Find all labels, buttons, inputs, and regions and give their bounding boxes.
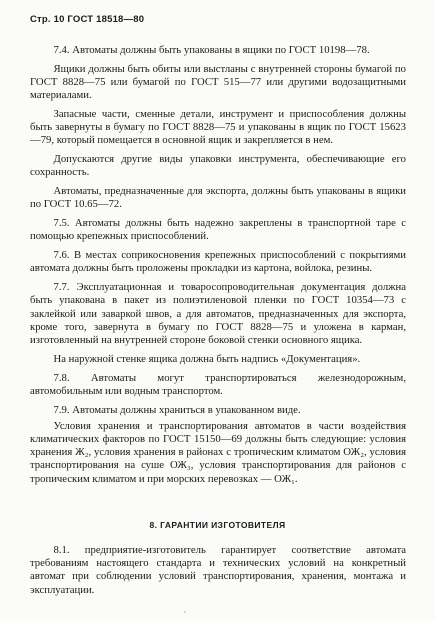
paragraph-storage-conditions: Условия хранения и транспортирования автоматов в части воздействия климатических факторов по ГОСТ 15150—69 должны быть следующие: условия хранения Ж₂, условия хранения в районах с тропическим климатом ОЖ₂, условия транспортирования на суше ОЖ₃, условия транспортирования для районов с тропическим климатом и при морских перевозках — ОЖ₁.: [30, 419, 406, 485]
section-8-title: 8. ГАРАНТИИ ИЗГОТОВИТЕЛЯ: [149, 520, 286, 530]
paragraph-export-packaging: Автоматы, предназначенные для экспорта, должны быть упакованы в ящики по ГОСТ 10.65—72.: [30, 185, 406, 211]
paragraph-other-packaging: Допускаются другие виды упаковки инструмента, обеспечивающие его сохранность.: [30, 153, 406, 179]
section-8-content: [30, 544, 406, 597]
paragraph-box-lining: Ящики должны быть обиты или выстланы с внутренней стороны бумагой по ГОСТ 8828—75 или бумагой по ГОСТ 515—77 или другими водозащитными материалами.: [30, 62, 406, 102]
paragraph-7-4: 7.4. Автоматы должны быть упакованы в ящики по ГОСТ 10198—78.: [53, 44, 370, 56]
page-header: Стр. 10 ГОСТ 18518—80: [30, 14, 145, 25]
page-speck-mark: ‘: [184, 611, 186, 617]
paragraph-spare-parts: Запасные части, сменные детали, инструмент и приспособления должны быть завернуты в бумагу по ГОСТ 8828—75 и упакованы в ящик по ГОСТ 15623—79, который помещается в основной ящик и закрепляется в нем.: [30, 108, 406, 147]
section-7-content: [30, 44, 406, 491]
paragraph-box-label: На наружной стенке ящика должна быть надпись «Документация».: [53, 352, 361, 365]
paragraph-7-6: 7.6. В местах соприкосновения крепежных приспособлений с покрытиями автомата должны быть проложены прокладки из картона, войлока, резины.: [30, 249, 406, 275]
paragraph-7-8: 7.8. Автоматы могут транспортироваться железнодорожным, автомобильным или водным транспортом.: [30, 371, 406, 397]
paragraph-7-5: 7.5. Автоматы должны быть надежно закреплены в транспортной таре с помощью крепежных приспособлений.: [30, 217, 406, 243]
paragraph-7-9: 7.9. Автоматы должны храниться в упакованном виде.: [53, 403, 301, 416]
paragraph-7-7: 7.7. Эксплуатационная и товаросопроводительная документация должна быть упакована в пакет из полиэтиленовой пленки по ГОСТ 10354—73 с заклейкой или заваркой швов, а для автоматов, предназначенных для экспорта, кроме того, завернута в бумагу по ГОСТ 8828—75 и уложена в карман, изготовленный на внутренней стороне боковой стенки основного ящика.: [30, 281, 406, 347]
paragraph-8-1: 8.1. предприятие-изготовитель гарантирует соответствие автомата требованиям настоящего стандарта и технических условий на конкретный автомат при соблюдении условий транспортирования, хранения, монтажа и эксплуатации.: [30, 544, 406, 596]
